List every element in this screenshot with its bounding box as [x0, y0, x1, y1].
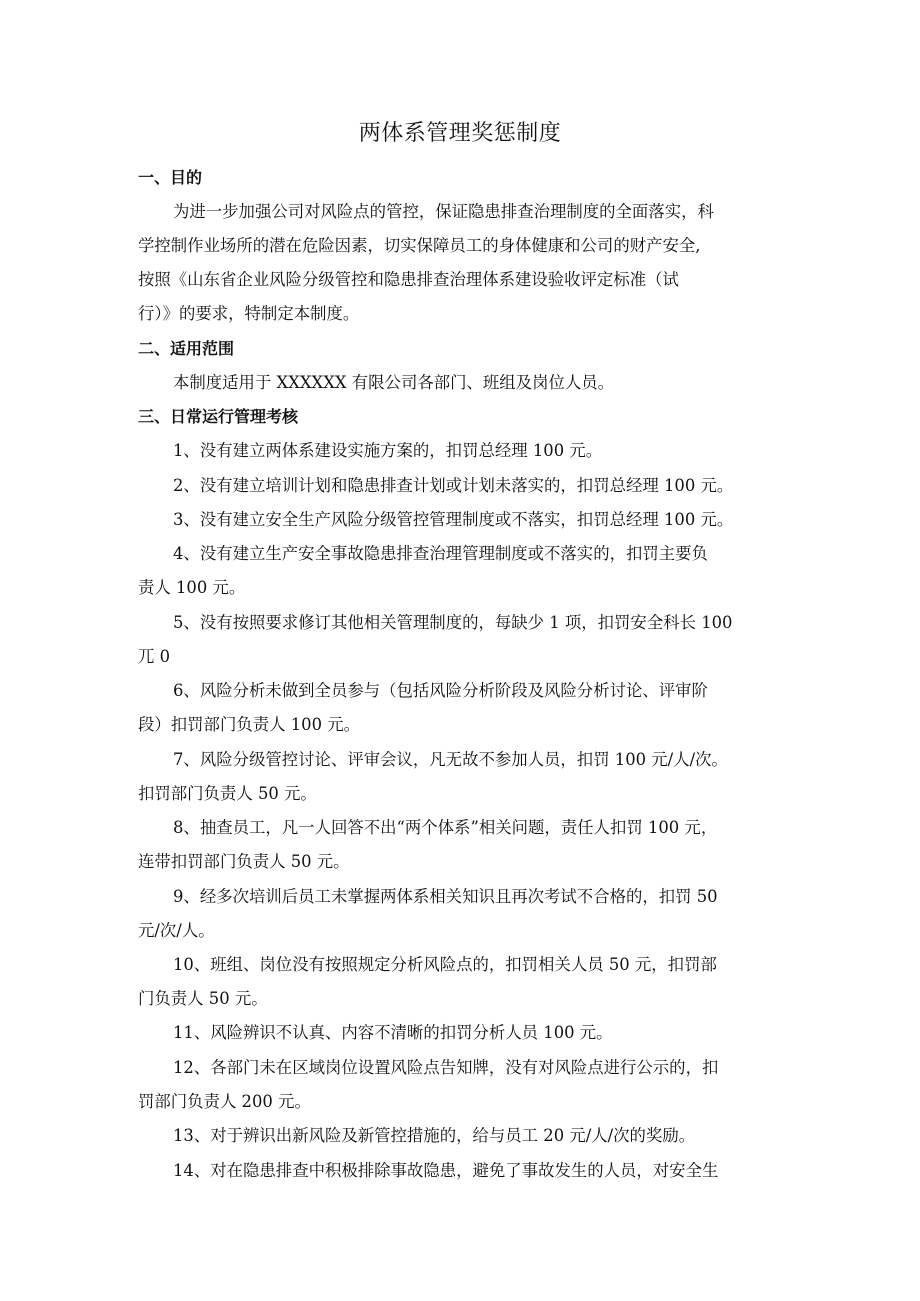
assessment-item-8: 8、抽查员工，凡一人回答不出“两个体系”相关问题，责任人扣罚 100 元，	[173, 818, 718, 837]
assessment-item-1: 1、没有建立两体系建设实施方案的，扣罚总经理 100 元。	[173, 441, 603, 460]
section-heading-assessment: 三、日常运行管理考核	[138, 407, 299, 426]
assessment-item-14: 14、对在隐患排查中积极排除事故隐患，避免了事故发生的人员，对安全生	[173, 1161, 719, 1180]
purpose-line: 按照《山东省企业风险分级管控和隐患排查治理体系建设验收评定标准（试	[138, 270, 679, 289]
scope-text: 本制度适用于 XXXXXX 有限公司各部门、班组及岗位人员。	[173, 373, 615, 392]
assessment-item-5: 5、没有按照要求修订其他相关管理制度的，每缺少 1 项，扣罚安全科长 100	[173, 613, 733, 632]
assessment-item-11: 11、风险辨识不认真、内容不清晰的扣罚分析人员 100 元。	[173, 1023, 613, 1042]
section-heading-purpose: 一、目的	[138, 168, 203, 187]
assessment-item-10-cont: 门负责人 50 元。	[138, 989, 268, 1008]
assessment-item-2: 2、没有建立培训计划和隐患排查计划或计划未落实的，扣罚总经理 100 元。	[173, 476, 734, 495]
assessment-item-8-cont: 连带扣罚部门负责人 50 元。	[138, 852, 350, 871]
assessment-item-6-cont: 段）扣罚部门负责人 100 元。	[138, 715, 361, 734]
assessment-item-12: 12、各部门未在区域岗位设置风险点告知牌，没有对风险点进行公示的，扣	[173, 1058, 719, 1077]
assessment-item-7: 7、风险分级管控讨论、评审会议，凡无故不参加人员，扣罚 100 元/人/次。	[173, 750, 728, 769]
page-title: 两体系管理奖惩制度	[358, 121, 562, 146]
assessment-item-9-cont: 元/次/人。	[138, 921, 215, 940]
assessment-item-13: 13、对于辨识出新风险及新管控措施的，给与员工 20 元/人/次的奖励。	[173, 1126, 696, 1145]
section-heading-scope: 二、适用范围	[138, 339, 235, 358]
assessment-item-9: 9、经多次培训后员工未掌握两体系相关知识且再次考试不合格的，扣罚 50	[173, 887, 718, 906]
assessment-item-6: 6、风险分析未做到全员参与（包括风险分析阶段及风险分析讨论、评审阶	[173, 681, 708, 700]
assessment-item-12-cont: 罚部门负责人 200 元。	[138, 1092, 311, 1111]
assessment-item-3: 3、没有建立安全生产风险分级管控管理制度或不落实，扣罚总经理 100 元。	[173, 510, 734, 529]
purpose-line: 学控制作业场所的潜在危险因素，切实保障员工的身体健康和公司的财产安全,	[138, 236, 701, 255]
assessment-item-7-cont: 扣罚部门负责人 50 元。	[138, 784, 317, 803]
assessment-item-10: 10、班组、岗位没有按照规定分析风险点的，扣罚相关人员 50 元，扣罚部	[173, 955, 717, 974]
assessment-item-4: 4、没有建立生产安全事故隐患排查治理管理制度或不落实的，扣罚主要负	[173, 544, 708, 563]
assessment-item-5-cont: 兀 0	[138, 647, 171, 666]
purpose-line: 行）》的要求，特制定本制度。	[138, 304, 360, 323]
purpose-line: 为进一步加强公司对风险点的管控，保证隐患排查治理制度的全面落实，科	[173, 202, 714, 221]
assessment-item-4-cont: 责人 100 元。	[138, 578, 246, 597]
